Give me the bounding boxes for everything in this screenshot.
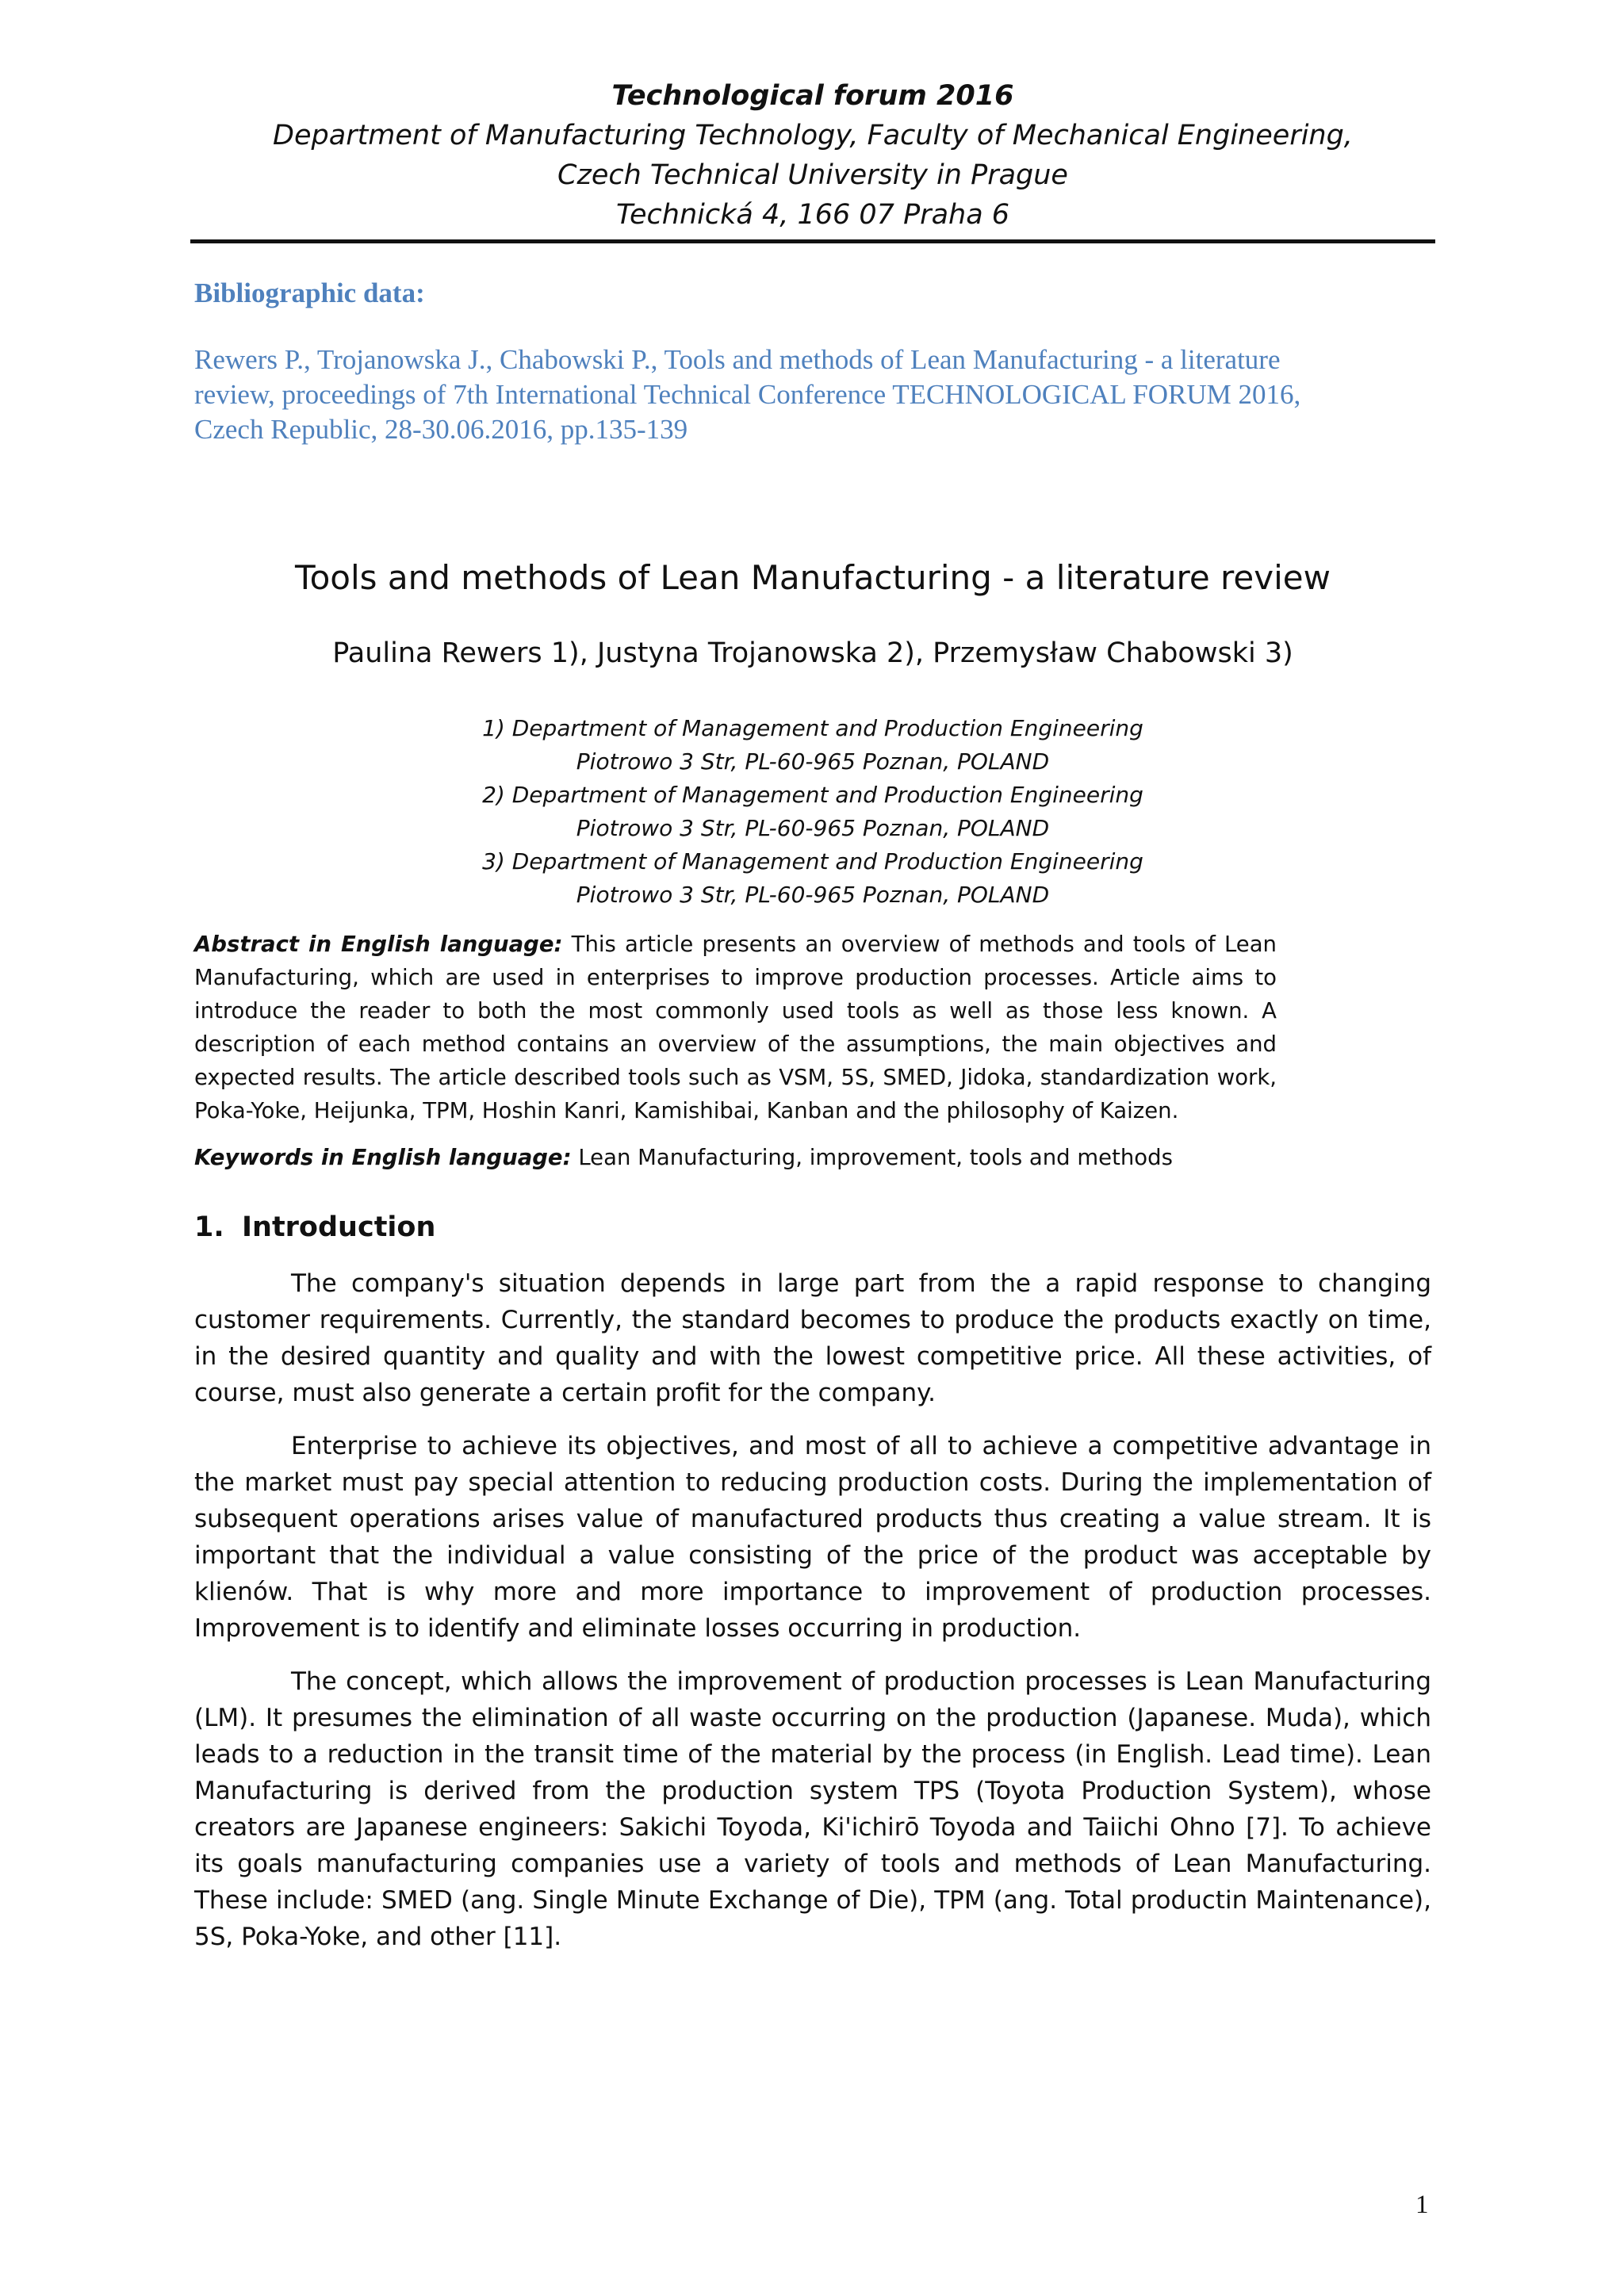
bibliographic-heading: Bibliographic data: — [194, 277, 425, 308]
header-divider — [190, 239, 1435, 243]
section-number: 1. — [194, 1211, 224, 1243]
section-heading — [194, 1211, 435, 1243]
address-line: Technická 4, 166 07 Praha 6 — [615, 199, 1010, 231]
university-line: Czech Technical University in Prague — [557, 159, 1068, 191]
citation-line: Rewers P., Trojanowska J., Chabowski P., Tools and methods of Lean Manufacturing - a literature — [194, 344, 1281, 375]
affiliation-line: Piotrowo 3 Str, PL-60-965 Poznan, POLAND — [576, 882, 1050, 908]
affiliation-line: Piotrowo 3 Str, PL-60-965 Poznan, POLAND — [576, 748, 1050, 775]
page-header — [190, 76, 1435, 235]
abstract-label: Abstract in English language: — [194, 932, 563, 957]
affiliations — [190, 712, 1435, 912]
keywords-text: Lean Manufacturing, improvement, tools and methods — [578, 1145, 1173, 1170]
affiliation-line: 1) Department of Management and Production Engineering — [482, 715, 1143, 741]
abstract-text: This article presents an overview of methods and tools of Lean Manufacturing, which are used in enterprises to improve production processes. Article aims to introduce the reader to both the most commonly used tools as well as those less known. A description of each method contains an overview of the assumptions, the main objectives and expected results. The article described tools such as VSM, 5S, SMED, Jidoka, standardization work, Poka-Yoke, Heijunka, TPM, Hoshin Kanri, Kamishibai, Kanban and the philosophy of Kaizen. — [194, 932, 1277, 1123]
abstract — [194, 928, 1277, 1127]
citation-line: Czech Republic, 28-30.06.2016, pp.135-139 — [194, 414, 688, 445]
bibliographic-citation — [194, 342, 1439, 447]
paper-title: Tools and methods of Lean Manufacturing - a literature review — [295, 558, 1331, 597]
keywords-label: Keywords in English language: — [194, 1145, 572, 1170]
affiliation-line: Piotrowo 3 Str, PL-60-965 Poznan, POLAND — [576, 815, 1050, 841]
department-line: Department of Manufacturing Technology, Faculty of Mechanical Engineering, — [273, 120, 1353, 151]
keywords — [194, 1145, 1277, 1170]
body-paragraph: Enterprise to achieve its objectives, and most of all to achieve a competitive advantage in the market must pay special attention to reducing production costs. During the implementation of subsequent operations arises value of manufactured products thus creating a value stream. It is important that the individual a value consisting of the price of the product was acceptable by klienów. That is why more and more importance to improvement of production processes. Improvement is to identify and eliminate losses occurring in production. — [194, 1432, 1431, 1643]
forum-title: Technological forum 2016 — [611, 80, 1014, 112]
body-paragraph: The company's situation depends in large part from the a rapid response to changing customer requirements. Currently, the standard becomes to produce the products exactly on time, in the desired quantity and quality and with the lowest competitive price. All these activities, of course, must also generate a certain profit for the company. — [194, 1269, 1431, 1407]
paper-authors: Paulina Rewers 1), Justyna Trojanowska 2), Przemysław Chabowski 3) — [332, 637, 1293, 669]
section-body — [194, 1265, 1431, 1972]
citation-line: review, proceedings of 7th International Technical Conference TECHNOLOGICAL FORUM 2016, — [194, 379, 1301, 410]
section-title: Introduction — [242, 1211, 436, 1243]
body-paragraph: The concept, which allows the improvement of production processes is Lean Manufacturing (LM). It presumes the elimination of all waste occurring on the production (Japanese. Muda), which leads to a reduction in the transit time of the material by the process (in English. Lead time). Lean Manufacturing is derived from the production system TPS (Toyota Production System), whose creators are Japanese engineers: Sakichi Toyoda, Ki'ichirō Toyoda and Taiichi Ohno [7]. To achieve its goals manufacturing companies use a variety of tools and methods of Lean Manufacturing. These include: SMED (ang. Single Minute Exchange of Die), TPM (ang. Total productin Maintenance), 5S, Poka-Yoke, and other [11]. — [194, 1667, 1431, 1951]
affiliation-line: 3) Department of Management and Production Engineering — [482, 848, 1143, 874]
affiliation-line: 2) Department of Management and Production Engineering — [482, 782, 1143, 808]
page-number: 1 — [1415, 2191, 1429, 2219]
